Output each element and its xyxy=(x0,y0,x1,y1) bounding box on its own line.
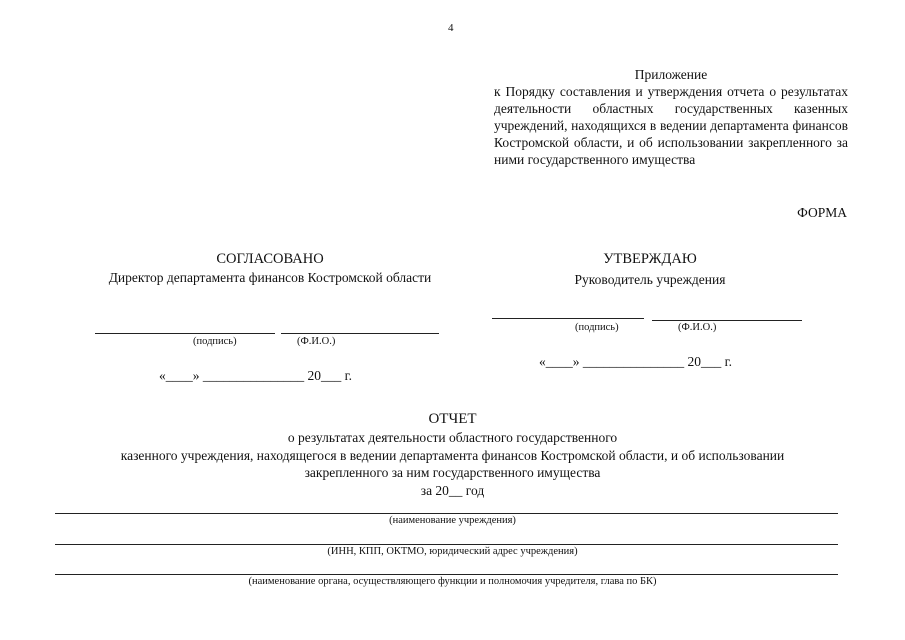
agreed-subtitle: Директор департамента финансов Костромской области xyxy=(108,270,432,285)
tax-address-caption: (ИНН, КПП, ОКТМО, юридический адрес учреждения) xyxy=(327,546,578,557)
approve-signature-caption: (подпись) xyxy=(575,322,619,333)
agreed-name-caption: (Ф.И.О.) xyxy=(297,336,336,347)
report-year: за 20__ год xyxy=(420,483,485,498)
agreed-date[interactable]: «____» _______________ 20___ г. xyxy=(159,368,353,383)
founder-body-caption: (наименование органа, осуществляющего функции и полномочия учредителя, глава по БК) xyxy=(248,576,657,587)
approve-subtitle: Руководитель учреждения xyxy=(574,272,726,287)
agreed-title: СОГЛАСОВАНО xyxy=(216,251,324,267)
appendix-body: к Порядку составления и утверждения отчета о результатах деятельности областных государственных казенных учреждений, находящихся в ведении департамента финансов Костромской области, и об использовании закрепленного за ними государственного имущества xyxy=(494,84,848,167)
tax-address-line[interactable] xyxy=(55,544,838,545)
appendix-block xyxy=(494,66,848,168)
form-label: ФОРМА xyxy=(797,205,847,220)
approve-signature-line[interactable] xyxy=(492,318,644,319)
report-subtitle-line-2: казенного учреждения, находящегося в ведении департамента финансов Костромской области, и об использовании xyxy=(120,448,785,463)
appendix-title: Приложение xyxy=(634,67,708,82)
page-number: 4 xyxy=(448,22,454,34)
approve-name-caption: (Ф.И.О.) xyxy=(678,322,717,333)
institution-name-line[interactable] xyxy=(55,513,838,514)
report-subtitle-line-1: о результатах деятельности областного государственного xyxy=(287,430,618,445)
agreed-signature-caption: (подпись) xyxy=(193,336,237,347)
founder-body-line[interactable] xyxy=(55,574,838,575)
approve-title: УТВЕРЖДАЮ xyxy=(603,251,697,267)
report-title: ОТЧЕТ xyxy=(428,411,477,427)
agreed-name-line[interactable] xyxy=(281,333,439,334)
agreed-signature-line[interactable] xyxy=(95,333,275,334)
approve-date[interactable]: «____» _______________ 20___ г. xyxy=(539,354,733,369)
approve-name-line[interactable] xyxy=(652,320,802,321)
report-subtitle-line-3: закрепленного за ним государственного имущества xyxy=(304,465,601,480)
institution-name-caption: (наименование учреждения) xyxy=(389,515,516,526)
